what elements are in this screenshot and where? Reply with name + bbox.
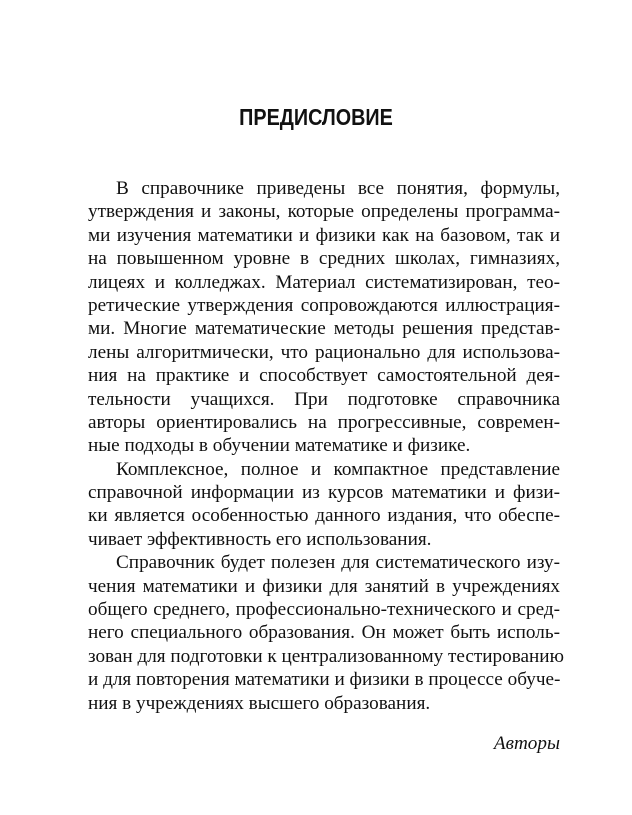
text-line: тельности учащихся. При подготовке справочника — [88, 388, 560, 410]
text-line: лены алгоритмически, что рационально для использова- — [88, 341, 560, 363]
paragraph-1 — [88, 177, 560, 458]
text-line: общего среднего, профессионально-технического и сред- — [88, 599, 560, 621]
text-line: чивает эффективность его использования. — [88, 528, 432, 550]
paragraph-2 — [88, 458, 560, 552]
text-line: чения математики и физики для занятий в учреждениях — [88, 575, 560, 597]
text-line: Комплексное, полное и компактное представление — [116, 458, 560, 480]
text-line: справочной информации из курсов математики и физи- — [88, 482, 560, 504]
text-line: ные подходы в обучении математике и физике. — [88, 435, 471, 457]
text-line: авторы ориентировались на прогрессивные, современ- — [88, 411, 560, 433]
body-text — [88, 177, 564, 715]
text-line: утверждения и законы, которые определены программа- — [88, 201, 560, 223]
text-line: Справочник будет полезен для систематического изу- — [116, 552, 560, 574]
text-line: него специального образования. Он может быть исполь- — [88, 622, 560, 644]
text-line: ретические утверждения сопровождаются иллюстрация- — [88, 294, 560, 316]
text-line: ми. Многие математические методы решения представ- — [88, 318, 560, 340]
text-line: ния на практике и способствует самостоятельной дея- — [88, 365, 560, 387]
page-title: ПРЕДИСЛОВИЕ — [239, 104, 393, 130]
paragraph-3 — [88, 551, 564, 715]
text-line: на повышенном уровне в средних школах, гимназиях, — [88, 248, 560, 270]
text-line: ми изучения математики и физики как на базовом, так и — [88, 224, 560, 246]
text-line: ния в учреждениях высшего образования. — [88, 692, 431, 714]
text-line: и для повторения математики и физики в процессе обуче- — [88, 669, 561, 691]
signature: Авторы — [493, 733, 560, 754]
text-line: ки является особенностью данного издания, что обеспе- — [88, 505, 560, 527]
text-line: лицеях и колледжах. Материал систематизирован, теo- — [88, 271, 560, 293]
text-line: В справочнике приведены все понятия, формулы, — [116, 178, 560, 199]
text-line: зован для подготовки к централизованному тестированию — [88, 645, 564, 667]
